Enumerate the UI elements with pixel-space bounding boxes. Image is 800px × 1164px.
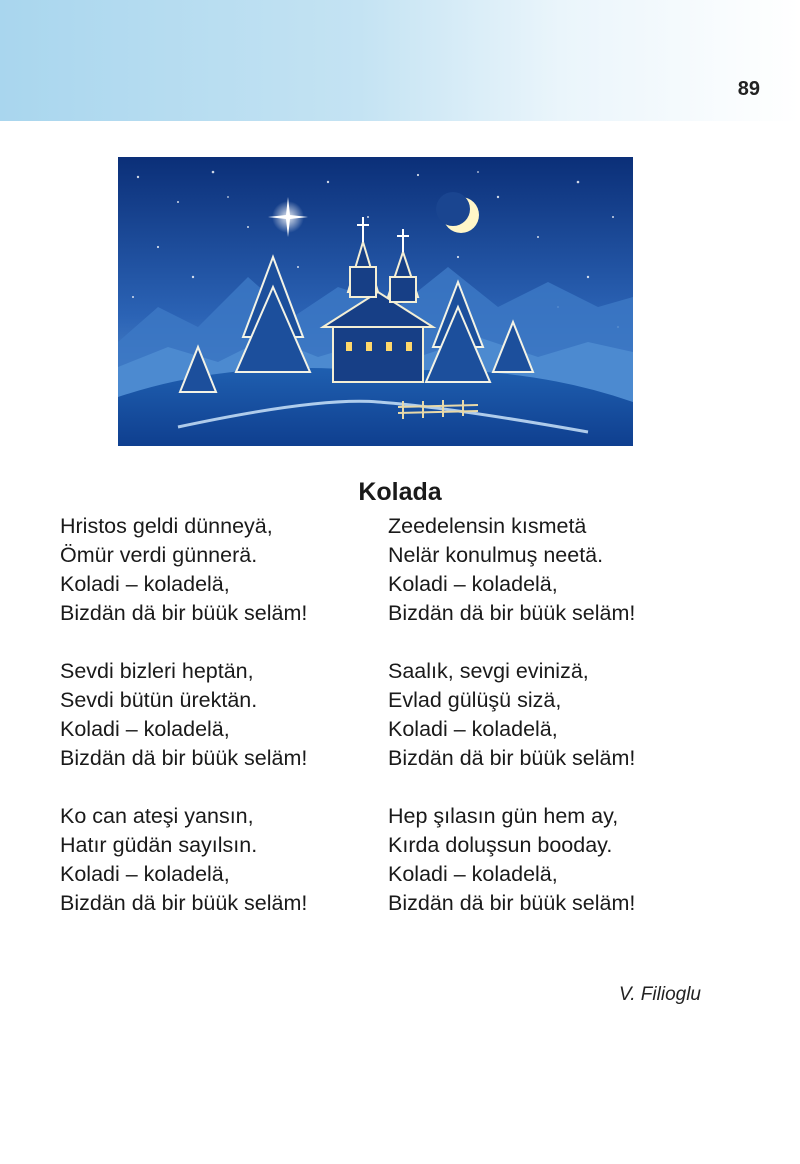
poem-line: Koladi – koladelä, bbox=[388, 717, 558, 741]
poem-line: Zeedelensin kısmetä bbox=[388, 514, 587, 538]
poem-line: Bizdän dä bir büük seläm! bbox=[60, 891, 308, 915]
stanza bbox=[60, 512, 307, 628]
poem-left-column bbox=[60, 512, 307, 947]
poem-line: Koladi – koladelä, bbox=[388, 572, 558, 596]
poem-line: Koladi – koladelä, bbox=[388, 862, 558, 886]
page-header-band bbox=[0, 0, 800, 121]
page-number: 89 bbox=[737, 78, 760, 100]
stanza bbox=[388, 802, 635, 918]
poem-line: Hatır güdän sayılsın. bbox=[60, 833, 258, 857]
stanza bbox=[60, 802, 307, 918]
poem-line: Bizdän dä bir büük seläm! bbox=[388, 746, 636, 770]
poem-line: Kırda doluşsun booday. bbox=[388, 833, 613, 857]
poem-author: V. Filioglu bbox=[618, 984, 701, 1005]
poem-line: Evlad gülüşü sizä, bbox=[388, 688, 562, 712]
poem-line: Koladi – koladelä, bbox=[60, 572, 230, 596]
poem-title: Kolada bbox=[358, 478, 442, 506]
poem-line: Nelär konulmuş neetä. bbox=[388, 543, 604, 567]
poem-line: Sevdi bütün ürektän. bbox=[60, 688, 258, 712]
stanza bbox=[388, 512, 635, 628]
poem-line: Bizdän dä bir büük seläm! bbox=[60, 746, 308, 770]
stanza bbox=[60, 657, 307, 773]
poem-line: Bizdän dä bir büük seläm! bbox=[388, 601, 636, 625]
poem-right-column bbox=[388, 512, 635, 947]
winter-church-night-illustration bbox=[118, 157, 633, 446]
poem-line: Ko can ateşi yansın, bbox=[60, 804, 254, 828]
stanza bbox=[388, 657, 635, 773]
poem-line: Sevdi bizleri heptän, bbox=[60, 659, 254, 683]
poem-line: Saalık, sevgi evinizä, bbox=[388, 659, 589, 683]
poem-line: Hep şılasın gün hem ay, bbox=[388, 804, 619, 828]
poem-line: Koladi – koladelä, bbox=[60, 717, 230, 741]
poem-line: Bizdän dä bir büük seläm! bbox=[388, 891, 636, 915]
poem-line: Ömür verdi günnerä. bbox=[60, 543, 258, 567]
poem-line: Koladi – koladelä, bbox=[60, 862, 230, 886]
poem-line: Hristos geldi dünneyä, bbox=[60, 514, 273, 538]
poem-line: Bizdän dä bir büük seläm! bbox=[60, 601, 308, 625]
